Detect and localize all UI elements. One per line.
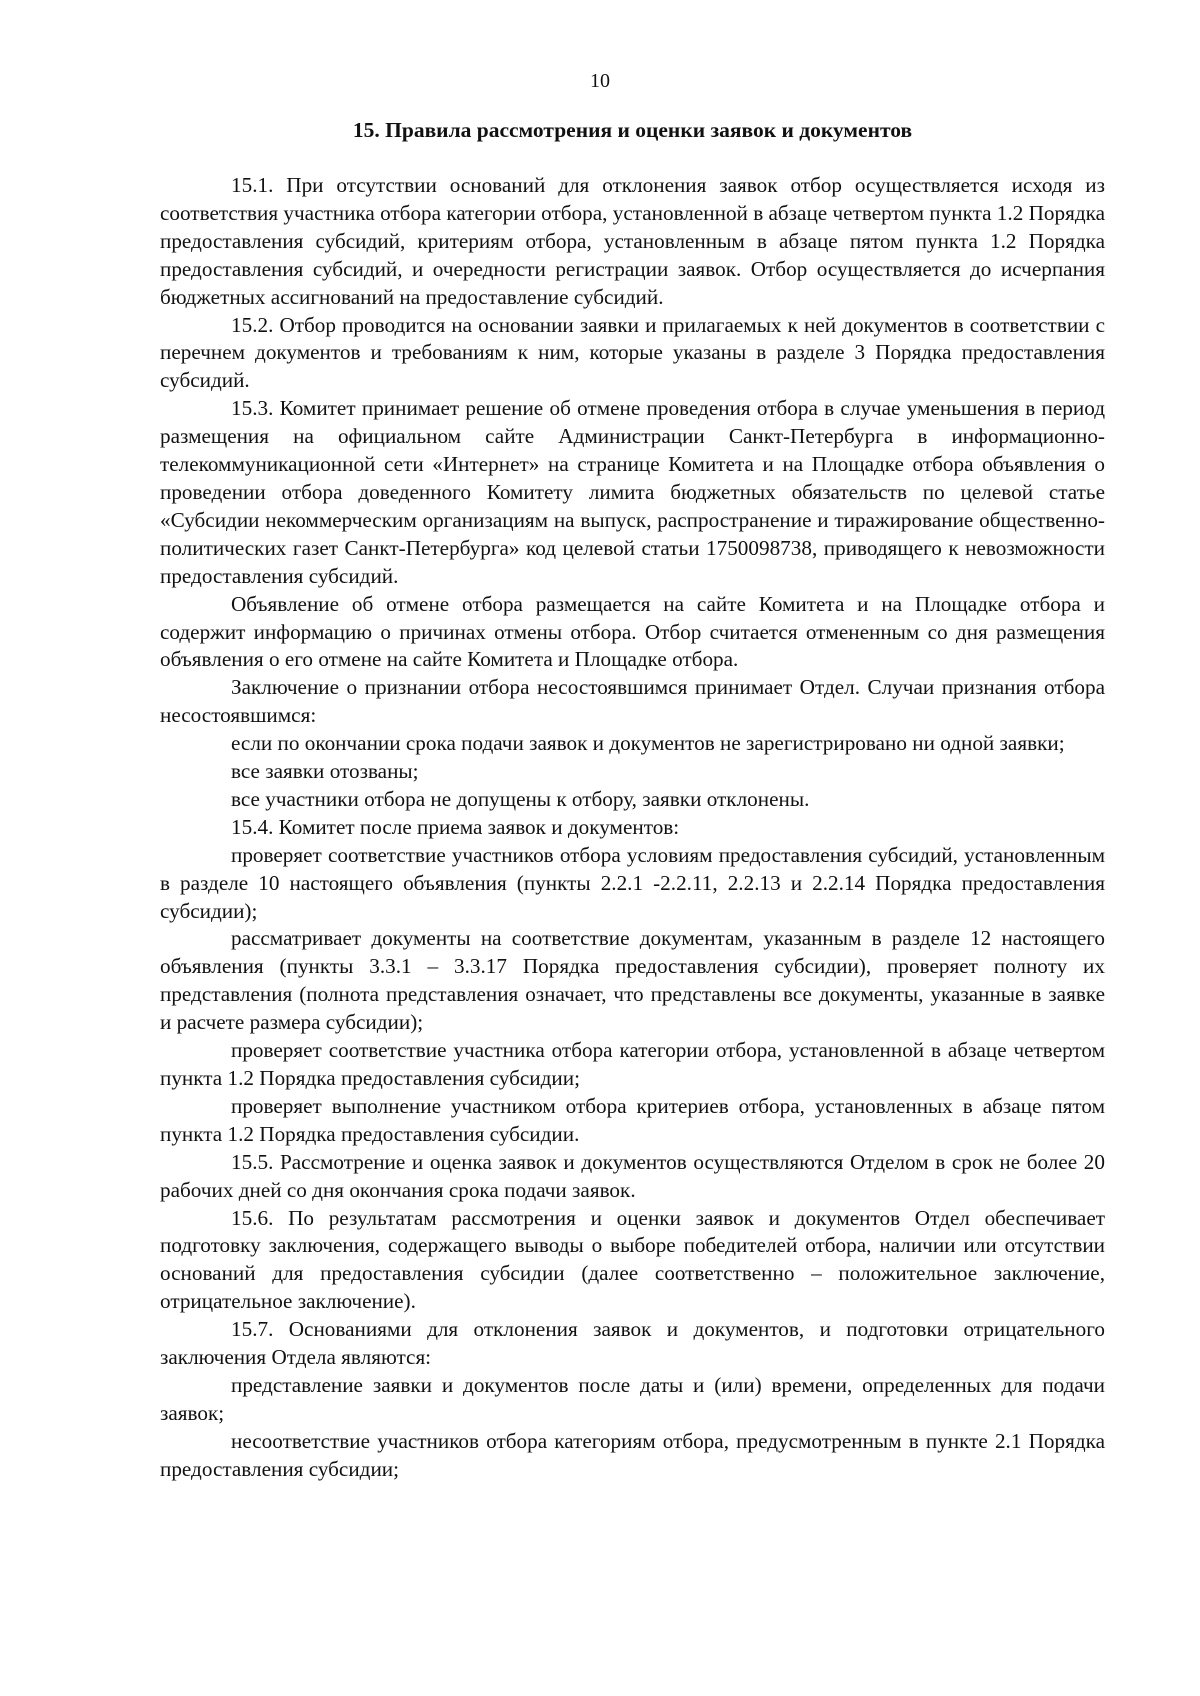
paragraph: рассматривает документы на соответствие документам, указанным в разделе 12 настоящего объявления (пункты 3.3.1 – 3.3.17 Порядка предоставления субсидии), проверяет полноту их представления (полнота представления означает, что представлены все документы, указанные в заявке и расчете размера субсидии); [160, 926, 1105, 1035]
paragraph: 15.4. Комитет после приема заявок и документов: [231, 814, 680, 839]
paragraph: проверяет выполнение участником отбора критериев отбора, установленных в абзаце пятом пункта 1.2 Порядка предоставления субсидии. [160, 1093, 1105, 1146]
paragraph: 15.3. Комитет принимает решение об отмене проведения отбора в случае уменьшения в период размещения на официальном сайте Администрации Санкт-Петербурга в информационно-телекоммуникационной сети «Интернет» на странице Комитета и на Площадке отбора объявления о проведении отбора доведенного Комитету лимита бюджетных обязательств по целевой статье «Субсидии некоммерческим организациям на выпуск, распространение и тиражирование общественно-политических газет Санкт-Петербурга» код целевой статьи 1750098738, приводящего к невозможности предоставления субсидий. [160, 396, 1105, 588]
page-number: 10 [590, 70, 610, 92]
paragraph: Объявление об отмене отбора размещается на сайте Комитета и на Площадке отбора и содержит информацию о причинах отмены отбора. Отбор считается отмененным со дня размещения объявления о его отмене на сайте Комитета и Площадке отбора. [160, 591, 1105, 672]
paragraph: 15.7. Основаниями для отклонения заявок и документов, и подготовки отрицательного заключения Отдела являются: [160, 1317, 1105, 1370]
paragraph: 15.6. По результатам рассмотрения и оценки заявок и документов Отдел обеспечивает подготовку заключения, содержащего выводы о выборе победителей отбора, наличии или отсутствии оснований для предоставления субсидии (далее соответственно – положительное заключение, отрицательное заключение). [160, 1205, 1105, 1314]
paragraph: проверяет соответствие участников отбора условиям предоставления субсидий, установленным в разделе 10 настоящего объявления (пункты 2.2.1 -2.2.11, 2.2.13 и 2.2.14 Порядка предоставления субсидии); [160, 842, 1105, 923]
paragraph: все участники отбора не допущены к отбору, заявки отклонены. [231, 786, 810, 811]
paragraph: представление заявки и документов после даты и (или) времени, определенных для подачи заявок; [160, 1372, 1105, 1425]
paragraph: все заявки отозваны; [231, 759, 419, 784]
paragraph: 15.2. Отбор проводится на основании заявки и прилагаемых к ней документов в соответствии с перечнем документов и требованиям к ним, которые указаны в разделе 3 Порядка предоставления субсидий. [160, 312, 1105, 393]
paragraph: если по окончании срока подачи заявок и документов не зарегистрировано ни одной заявки; [231, 731, 1065, 756]
document-body [160, 172, 1105, 1484]
paragraph: 15.5. Рассмотрение и оценка заявок и документов осуществляются Отделом в срок не более 20 рабочих дней со дня окончания срока подачи заявок. [160, 1149, 1105, 1202]
paragraph: несоответствие участников отбора категориям отбора, предусмотренным в пункте 2.1 Порядка предоставления субсидии; [160, 1428, 1105, 1481]
paragraph: проверяет соответствие участника отбора категории отбора, установленной в абзаце четвертом пункта 1.2 Порядка предоставления субсидии; [160, 1038, 1105, 1090]
section-heading: 15. Правила рассмотрения и оценки заявок и документов [352, 118, 913, 142]
paragraph: 15.1. При отсутствии оснований для отклонения заявок отбор осуществляется исходя из соответствия участника отбора категории отбора, установленной в абзаце четвертом пункта 1.2 Порядка предоставления субсидий, критериям отбора, установленным в абзаце пятом пункта 1.2 Порядка предоставления субсидий, и очередности регистрации заявок. Отбор осуществляется до исчерпания бюджетных ассигнований на предоставление субсидий. [160, 173, 1105, 309]
paragraph: Заключение о признании отбора несостоявшимся принимает Отдел. Случаи признания отбора несостоявшимся: [160, 675, 1105, 728]
